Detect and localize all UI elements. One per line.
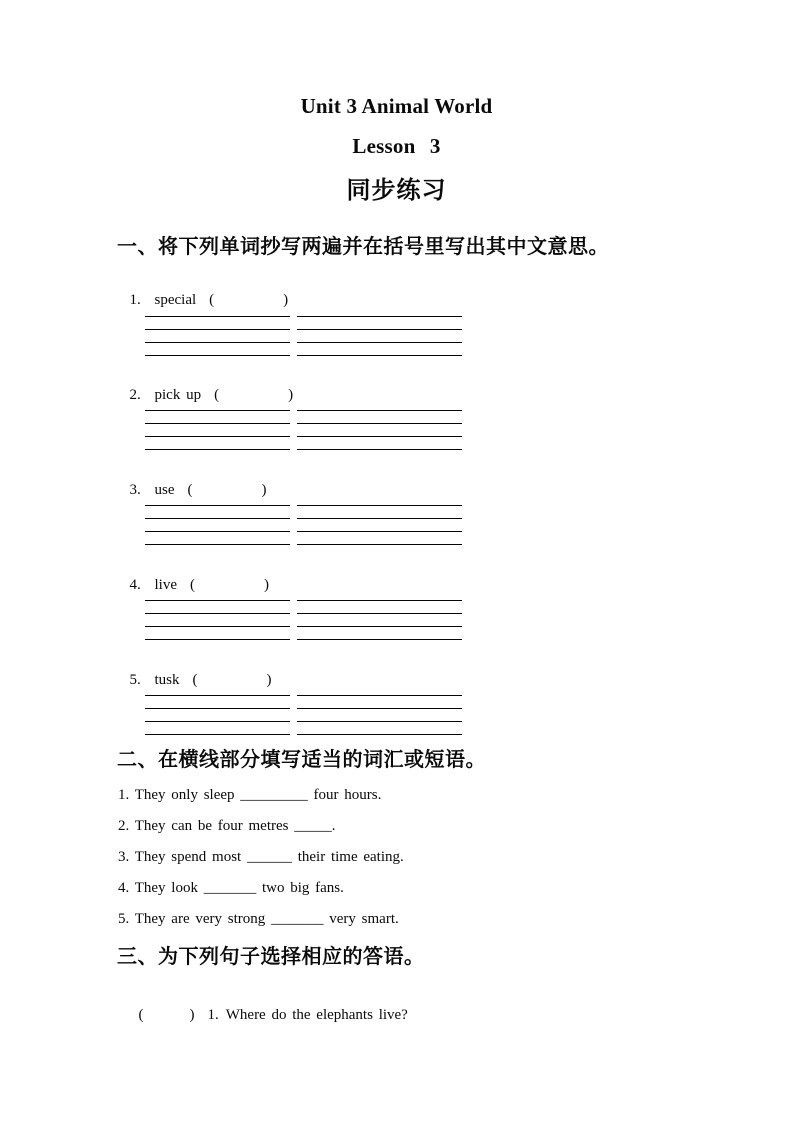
fill-blank-sentence-2: 2. They can be four metres _____. (118, 818, 336, 834)
writing-line (297, 505, 462, 506)
item-number: 3. (129, 482, 141, 498)
paren-blank: ( ) (192, 672, 272, 688)
writing-line (145, 342, 290, 343)
writing-grid (145, 695, 290, 735)
writing-line (297, 531, 462, 532)
writing-grid (297, 410, 462, 450)
writing-line (297, 721, 462, 722)
writing-line (145, 734, 290, 735)
writing-line (297, 639, 462, 640)
writing-line (297, 423, 462, 424)
writing-line (145, 695, 290, 696)
writing-line (297, 695, 462, 696)
fill-blank-sentence-4: 4. They look _______ two big fans. (118, 880, 344, 896)
writing-line (297, 449, 462, 450)
writing-line (145, 721, 290, 722)
writing-line (145, 531, 290, 532)
section3-heading: 三、为下列句子选择相应的答语。 (117, 946, 425, 968)
writing-line (145, 544, 290, 545)
word-item-4 (118, 560, 269, 594)
section2-heading: 二、在横线部分填写适当的词汇或短语。 (117, 749, 486, 771)
writing-line (297, 734, 462, 735)
writing-line (145, 355, 290, 356)
word-item-3 (118, 465, 267, 499)
question-number: 1. (207, 1007, 219, 1023)
paren-blank: ( ) (190, 577, 269, 593)
fill-blank-sentence-5: 5. They are very strong _______ very smart. (118, 911, 399, 927)
writing-line (145, 423, 290, 424)
fill-blank-sentence-3: 3. They spend most ______ their time eating. (118, 849, 404, 865)
writing-grid (297, 695, 462, 735)
item-word: pick up (154, 387, 202, 403)
writing-line (297, 613, 462, 614)
item-number: 5. (129, 672, 141, 688)
writing-line (297, 316, 462, 317)
word-item-1 (118, 275, 288, 309)
writing-line (297, 518, 462, 519)
writing-line (145, 410, 290, 411)
item-number: 2. (129, 387, 141, 403)
writing-line (297, 600, 462, 601)
writing-grid (297, 316, 462, 356)
item-word: use (154, 482, 175, 498)
writing-grid (145, 316, 290, 356)
writing-line (297, 342, 462, 343)
paren-blank: ( ) (214, 387, 294, 403)
page-title: Unit 3 Animal World (300, 94, 493, 118)
fill-blank-sentence-1: 1. They only sleep _________ four hours. (118, 787, 382, 803)
item-word: live (154, 577, 177, 593)
writing-line (145, 316, 290, 317)
subtitle-cn: 同步练习 (346, 177, 447, 204)
writing-line (145, 708, 290, 709)
writing-line (145, 436, 290, 437)
writing-line (145, 518, 290, 519)
writing-line (297, 410, 462, 411)
writing-line (297, 329, 462, 330)
writing-grid (145, 600, 290, 640)
writing-line (297, 626, 462, 627)
item-word: tusk (154, 672, 180, 688)
word-item-5 (118, 655, 272, 689)
writing-grid (145, 505, 290, 545)
writing-line (297, 544, 462, 545)
word-item-2 (118, 370, 293, 404)
writing-line (297, 708, 462, 709)
item-number: 1. (129, 292, 141, 308)
writing-line (145, 449, 290, 450)
writing-grid (145, 410, 290, 450)
item-number: 4. (129, 577, 141, 593)
writing-line (145, 329, 290, 330)
choice-question-1 (127, 990, 408, 1024)
writing-grid (297, 505, 462, 545)
writing-line (145, 505, 290, 506)
writing-line (297, 355, 462, 356)
writing-line (145, 600, 290, 601)
lesson-subtitle: Lesson 3 (352, 134, 441, 158)
question-text: Where do the elephants live? (225, 1007, 408, 1023)
writing-grid (297, 600, 462, 640)
paren-blank: ( ) (209, 292, 289, 308)
item-word: special (154, 292, 197, 308)
writing-line (145, 626, 290, 627)
section1-heading: 一、将下列单词抄写两遍并在括号里写出其中文意思。 (117, 236, 609, 258)
writing-line (145, 639, 290, 640)
paren-blank: ( ) (187, 482, 267, 498)
writing-line (145, 613, 290, 614)
answer-paren-blank: ( ) (138, 1007, 195, 1023)
writing-line (297, 436, 462, 437)
